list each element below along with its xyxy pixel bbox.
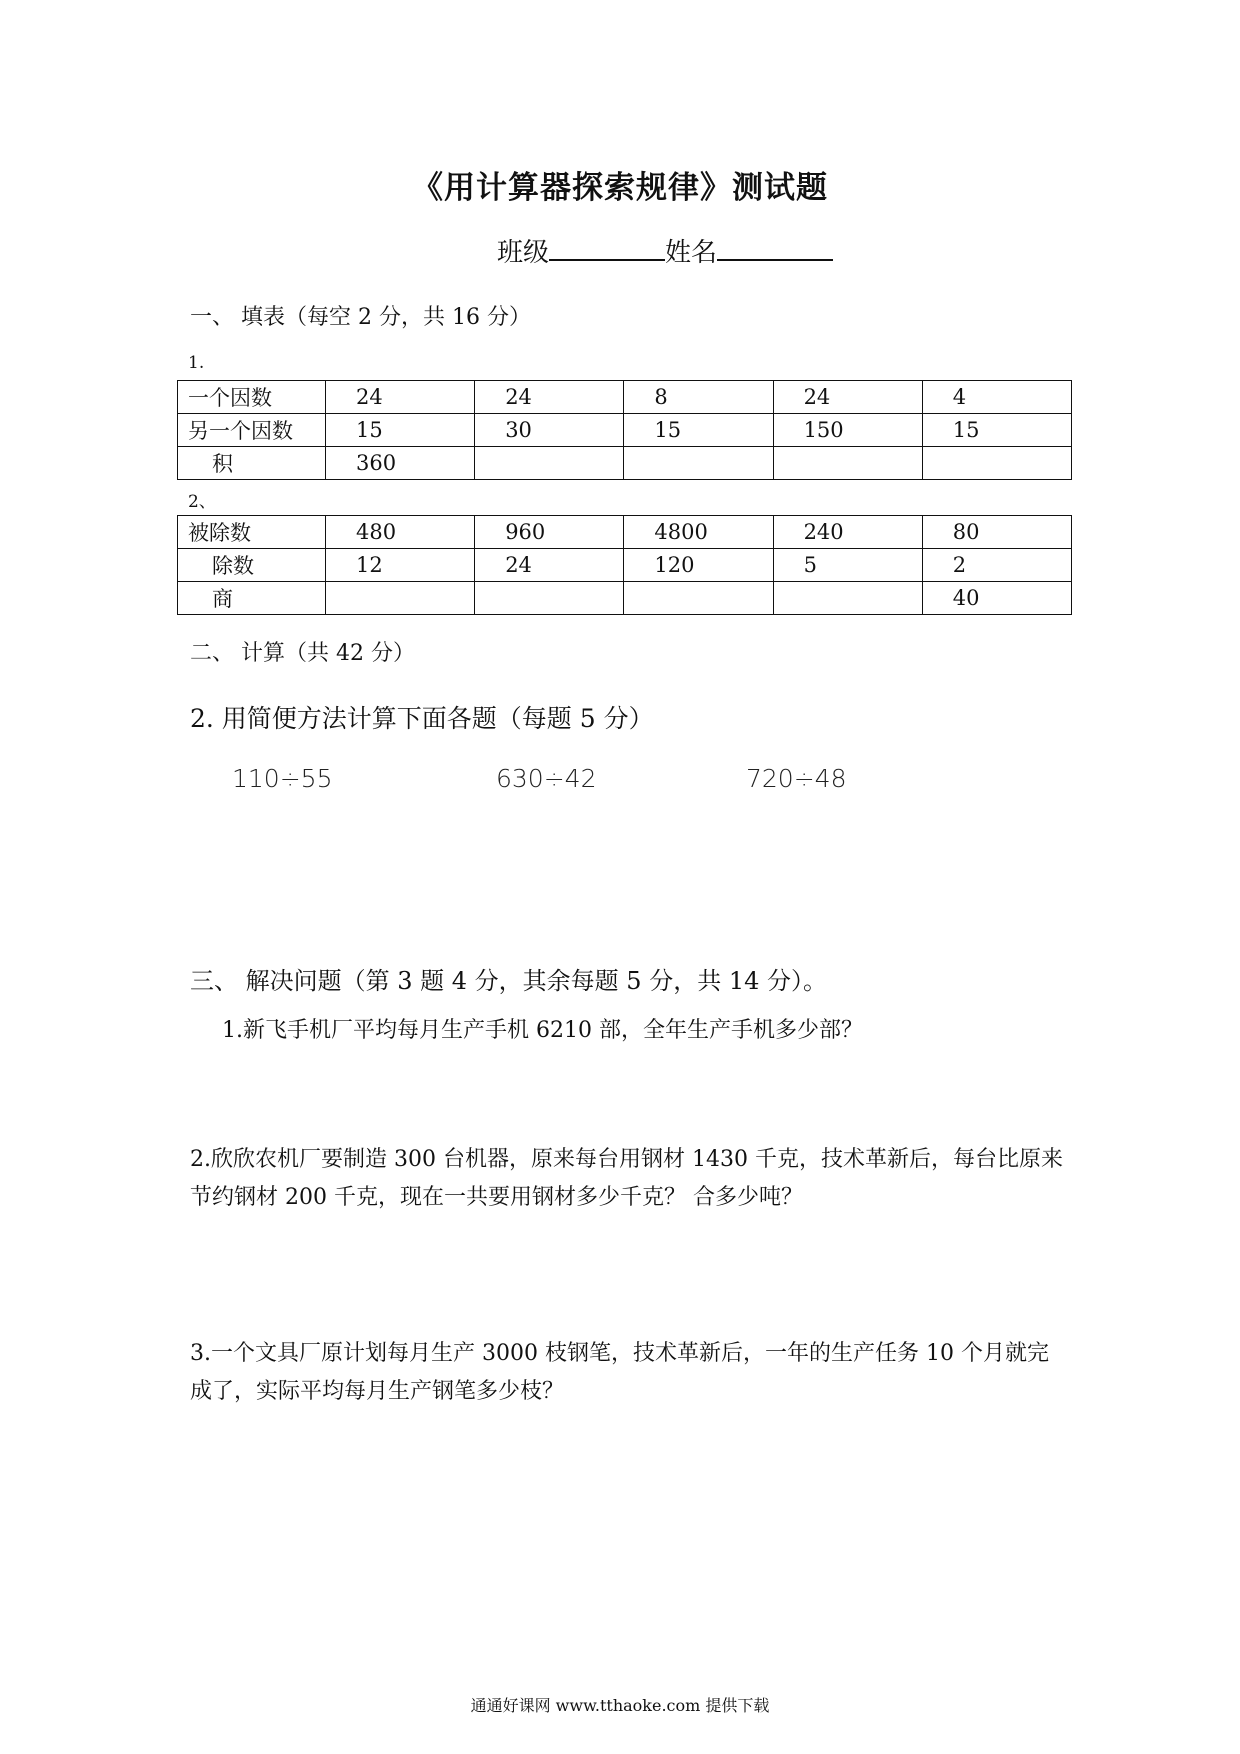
- table-cell: 24: [326, 381, 475, 414]
- table-cell: [773, 582, 922, 615]
- problem-2: 2.欣欣农机厂要制造 300 台机器，原来每台用钢材 1430 千克，技术革新后，每台比原来节约钢材 200 千克，现在一共要用钢材多少千克？ 合多少吨？: [190, 1147, 1063, 1210]
- table-cell: 240: [773, 516, 922, 549]
- row-header-cell: 除数: [178, 549, 326, 582]
- table-cell: 80: [922, 516, 1071, 549]
- section3-heading: 三、 解决问题（第 3 题 4 分，其余每题 5 分，共 14 分）。: [190, 967, 828, 995]
- multiplication-table: [177, 380, 1072, 480]
- division-table: [177, 515, 1072, 615]
- problem-1: 1.新飞手机厂平均每月生产手机 6210 部，全年生产手机多少部？: [222, 1018, 863, 1043]
- table-cell: 120: [624, 549, 773, 582]
- page-title: 《用计算器探索规律》测试题: [412, 170, 828, 206]
- table-cell: 4: [922, 381, 1071, 414]
- table-cell: [326, 582, 475, 615]
- q2-label: 2、: [188, 492, 216, 512]
- table-cell: 12: [326, 549, 475, 582]
- table-cell: 15: [922, 414, 1071, 447]
- table-cell: 360: [326, 447, 475, 480]
- class-blank: [549, 235, 665, 261]
- row-header-cell: 一个因数: [178, 381, 326, 414]
- section1-heading: 一、 填表（每空 2 分，共 16 分）: [190, 305, 531, 330]
- row-header-cell: 被除数: [178, 516, 326, 549]
- table-cell: [475, 582, 624, 615]
- expression-2: 630÷42: [496, 764, 597, 793]
- table-row: [178, 582, 1072, 615]
- q1-label: 1.: [188, 353, 205, 373]
- problem-3: 3.一个文具厂原计划每月生产 3000 枝钢笔，技术革新后，一年的生产任务 10 个月就完成了，实际平均每月生产钢笔多少枝？: [190, 1341, 1049, 1404]
- table-cell: 150: [773, 414, 922, 447]
- table-cell: 15: [326, 414, 475, 447]
- table-cell: 5: [773, 549, 922, 582]
- row-header-cell: 另一个因数: [178, 414, 326, 447]
- table-cell: [922, 447, 1071, 480]
- table-cell: [624, 582, 773, 615]
- table-cell: [475, 447, 624, 480]
- table-row: [178, 381, 1072, 414]
- footer-credit: 通通好课网 www.tthaoke.com 提供下载: [470, 1696, 770, 1715]
- table-cell: [773, 447, 922, 480]
- table-row: [178, 447, 1072, 480]
- table-cell: 4800: [624, 516, 773, 549]
- expression-1: 110÷55: [232, 764, 333, 793]
- table-cell: 24: [475, 381, 624, 414]
- table-cell: 24: [475, 549, 624, 582]
- table-cell: 15: [624, 414, 773, 447]
- table-cell: 30: [475, 414, 624, 447]
- table-cell: 960: [475, 516, 624, 549]
- section2-heading: 二、 计算（共 42 分）: [190, 641, 415, 666]
- table-cell: 2: [922, 549, 1071, 582]
- student-info: [497, 232, 833, 269]
- table-cell: 24: [773, 381, 922, 414]
- table-cell: 8: [624, 381, 773, 414]
- name-label: 姓名: [665, 238, 718, 268]
- expression-3: 720÷48: [746, 764, 847, 793]
- class-label: 班级: [497, 238, 550, 268]
- table-row: [178, 414, 1072, 447]
- row-header-cell: 商: [178, 582, 326, 615]
- table-row: [178, 549, 1072, 582]
- row-header-cell: 积: [178, 447, 326, 480]
- table-cell: 480: [326, 516, 475, 549]
- name-blank: [717, 235, 833, 261]
- table-cell: [624, 447, 773, 480]
- section2-subheading: 2. 用简便方法计算下面各题（每题 5 分）: [190, 704, 654, 733]
- table-cell: 40: [922, 582, 1071, 615]
- table-row: [178, 516, 1072, 549]
